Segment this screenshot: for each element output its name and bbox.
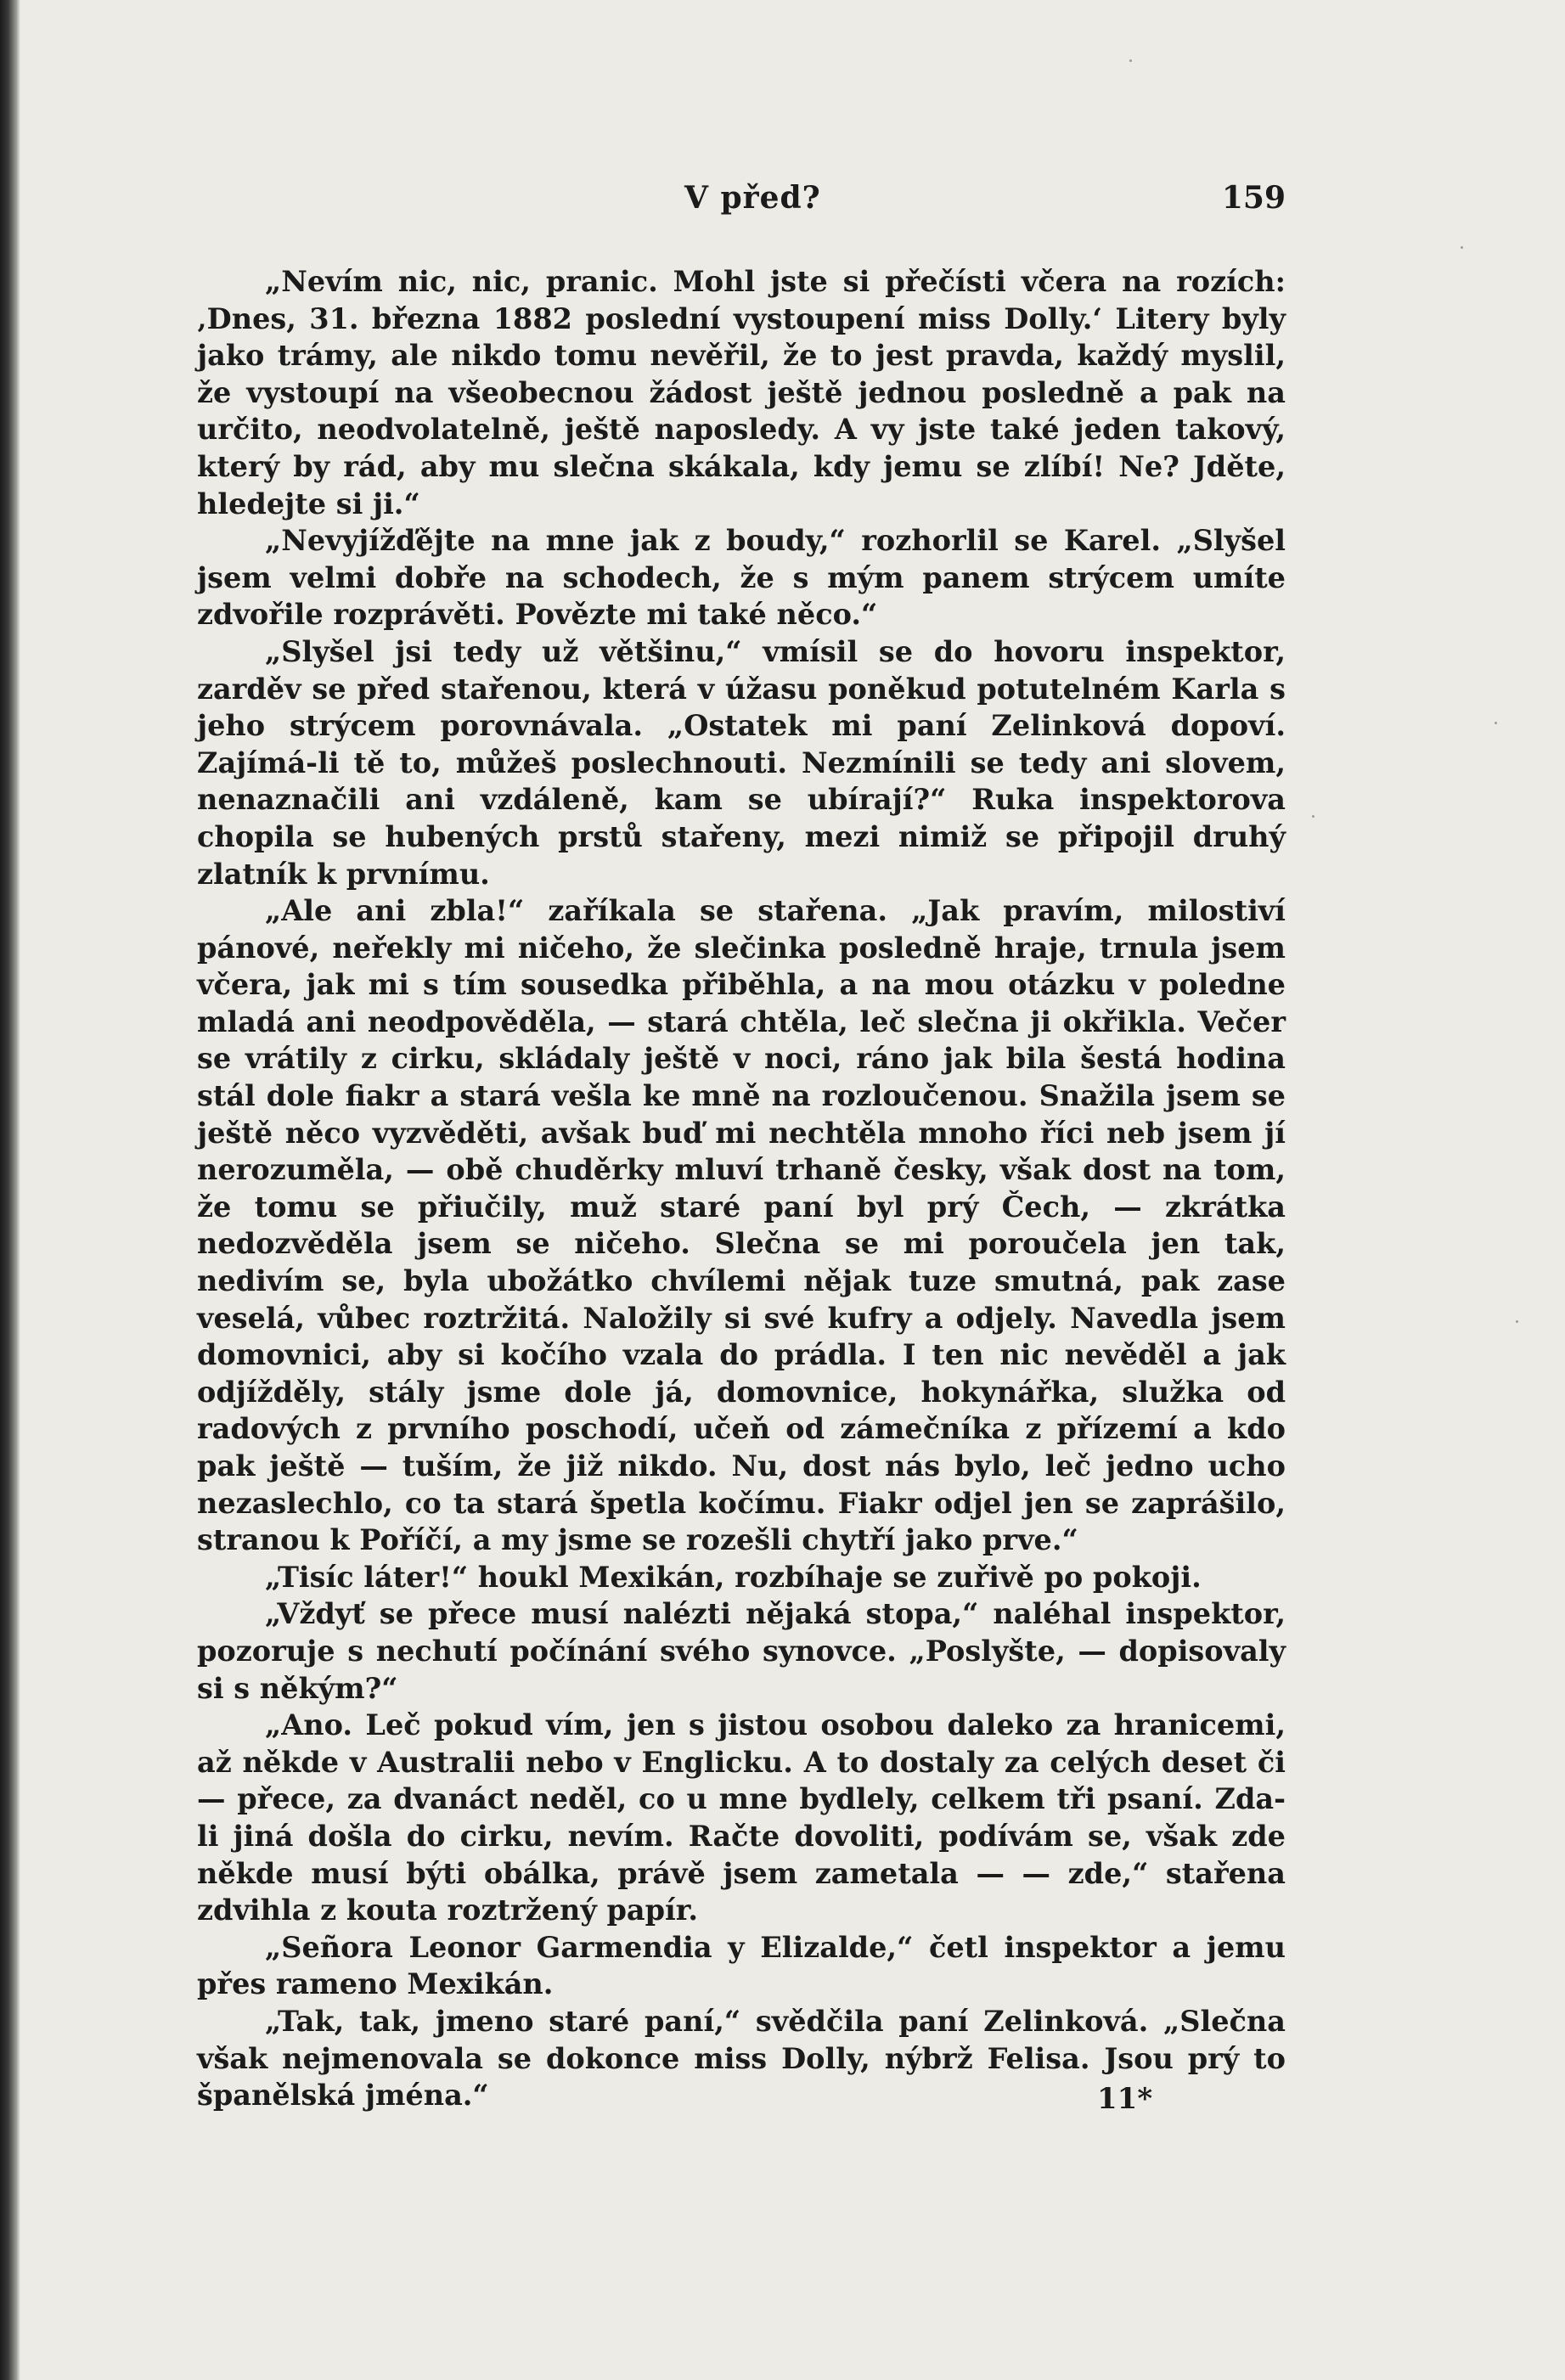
paper-speck	[1129, 59, 1132, 62]
signature-mark: 11*	[1097, 2082, 1153, 2116]
body-text	[197, 263, 1286, 2114]
paragraph: „Tak, tak, jmeno staré paní,“ svědčila paní Zelinková. „Slečna však nejmenovala se dokonce miss Dolly, nýbrž Felisa. Jsou prý to španělská jména.“	[197, 2004, 1286, 2113]
binding-shadow	[0, 0, 20, 2380]
paper-speck	[1461, 246, 1463, 249]
paragraph: „Vždyť se přece musí nalézti nějaká stopa,“ naléhal inspektor, pozoruje s nechutí počínání svého synovce. „Poslyšte, — dopisovaly si s někým?“	[197, 1597, 1286, 1705]
paper-speck	[1312, 815, 1314, 818]
paragraph: „Slyšel jsi tedy už většinu,“ vmísil se do hovoru inspektor, zarděv se před stařenou, která v úžasu poněkud potutelném Karla s jeho strýcem porovnávala. „Ostatek mi paní Zelinková dopoví. Zajímá-li tě to, můžeš poslechnouti. Nezmínili se tedy ani slovem, nenaznačili ani vzdáleně, kam se ubírají?“ Ruka inspektorova chopila se hubených prstů stařeny, mezi nimiž se připojil druhý zlatník k prvnímu.	[197, 634, 1286, 891]
paragraph: „Señora Leonor Garmendia y Elizalde,“ četl inspektor a jemu přes rameno Mexikán.	[197, 1930, 1286, 2001]
page-header	[197, 180, 1286, 222]
running-title: V před?	[684, 180, 821, 216]
paper-speck	[1495, 722, 1497, 724]
page-number: 159	[1221, 180, 1286, 216]
paragraph: „Tisíc láter!“ houkl Mexikán, rozbíhaje se zuřivě po pokoji.	[265, 1560, 1202, 1594]
paragraph: „Ano. Leč pokud vím, jen s jistou osobou daleko za hranicemi, až někde v Australii nebo v Englicku. A to dostaly za celých deset či — přece, za dvanáct neděl, co u mne bydlely, celkem tři psaní. Zda-li jiná došla do cirku, nevím. Račte dovoliti, podívám se, však zde někde musí býti obálka, právě jsem zametala — — zde,“ stařena zdvihla z kouta roztržený papír.	[197, 1708, 1286, 1927]
paragraph: „Nevím nic, nic, pranic. Mohl jste si přečísti včera na rozích: ‚Dnes, 31. března 1882 poslední vystoupení miss Dolly.‘ Litery byly jako trámy, ale nikdo tomu nevěřil, že to jest pravda, každý myslil, že vystoupí na všeobecnou žádost ještě jednou posledně a pak na určito, neodvolatelně, ještě naposledy. A vy jste také jeden takový, který by rád, aby mu slečna skákala, kdy jemu se zlíbí! Ne? Jděte, hledejte si ji.“	[197, 265, 1286, 520]
paragraph: „Nevyjížďějte na mne jak z boudy,“ rozhorlil se Karel. „Slyšel jsem velmi dobře na schodech, že s mým panem strýcem umíte zdvořile rozprávěti. Povězte mi také něco.“	[197, 524, 1286, 632]
paragraph: „Ale ani zbla!“ zaříkala se stařena. „Jak pravím, milostiví pánové, neřekly mi ničeho, že slečinka posledně hraje, trnula jsem včera, jak mi s tím sousedka přiběhla, a na mou otázku v poledne mladá ani neodpověděla, — stará chtěla, leč slečna ji okřikla. Večer se vrátily z cirku, skládaly ještě v noci, ráno jak bila šestá hodina stál dole fiakr a stará vešla ke mně na rozloučenou. Snažila jsem se ještě něco vyzvěděti, avšak buď mi nechtěla mnoho říci neb jsem jí nerozuměla, — obě chuděrky mluví trhaně česky, však dost na tom, že tomu se přiučily, muž staré paní byl prý Čech, — zkrátka nedozvěděla jsem se ničeho. Slečna se mi poroučela jen tak, nedivím se, byla ubožátko chvílemi nějak tuze smutná, pak zase veselá, vůbec roztržitá. Naložily si své kufry a odjely. Navedla jsem domovnici, aby si kočího vzala do prádla. I ten nic nevěděl a jak odjížděly, stály jsme dole já, domovnice, hokynářka, služka od radových z prvního poschodí, učeň od zámečníka z přízemí a kdo pak ještě — tuším, že již nikdo. Nu, dost nás bylo, leč jedno ucho nezaslechlo, co ta stará špetla kočímu. Fiakr odjel jen se zaprášilo, stranou k Poříčí, a my jsme se rozešli chytří jako prve.“	[197, 894, 1286, 1557]
paper-speck	[1516, 1320, 1518, 1323]
